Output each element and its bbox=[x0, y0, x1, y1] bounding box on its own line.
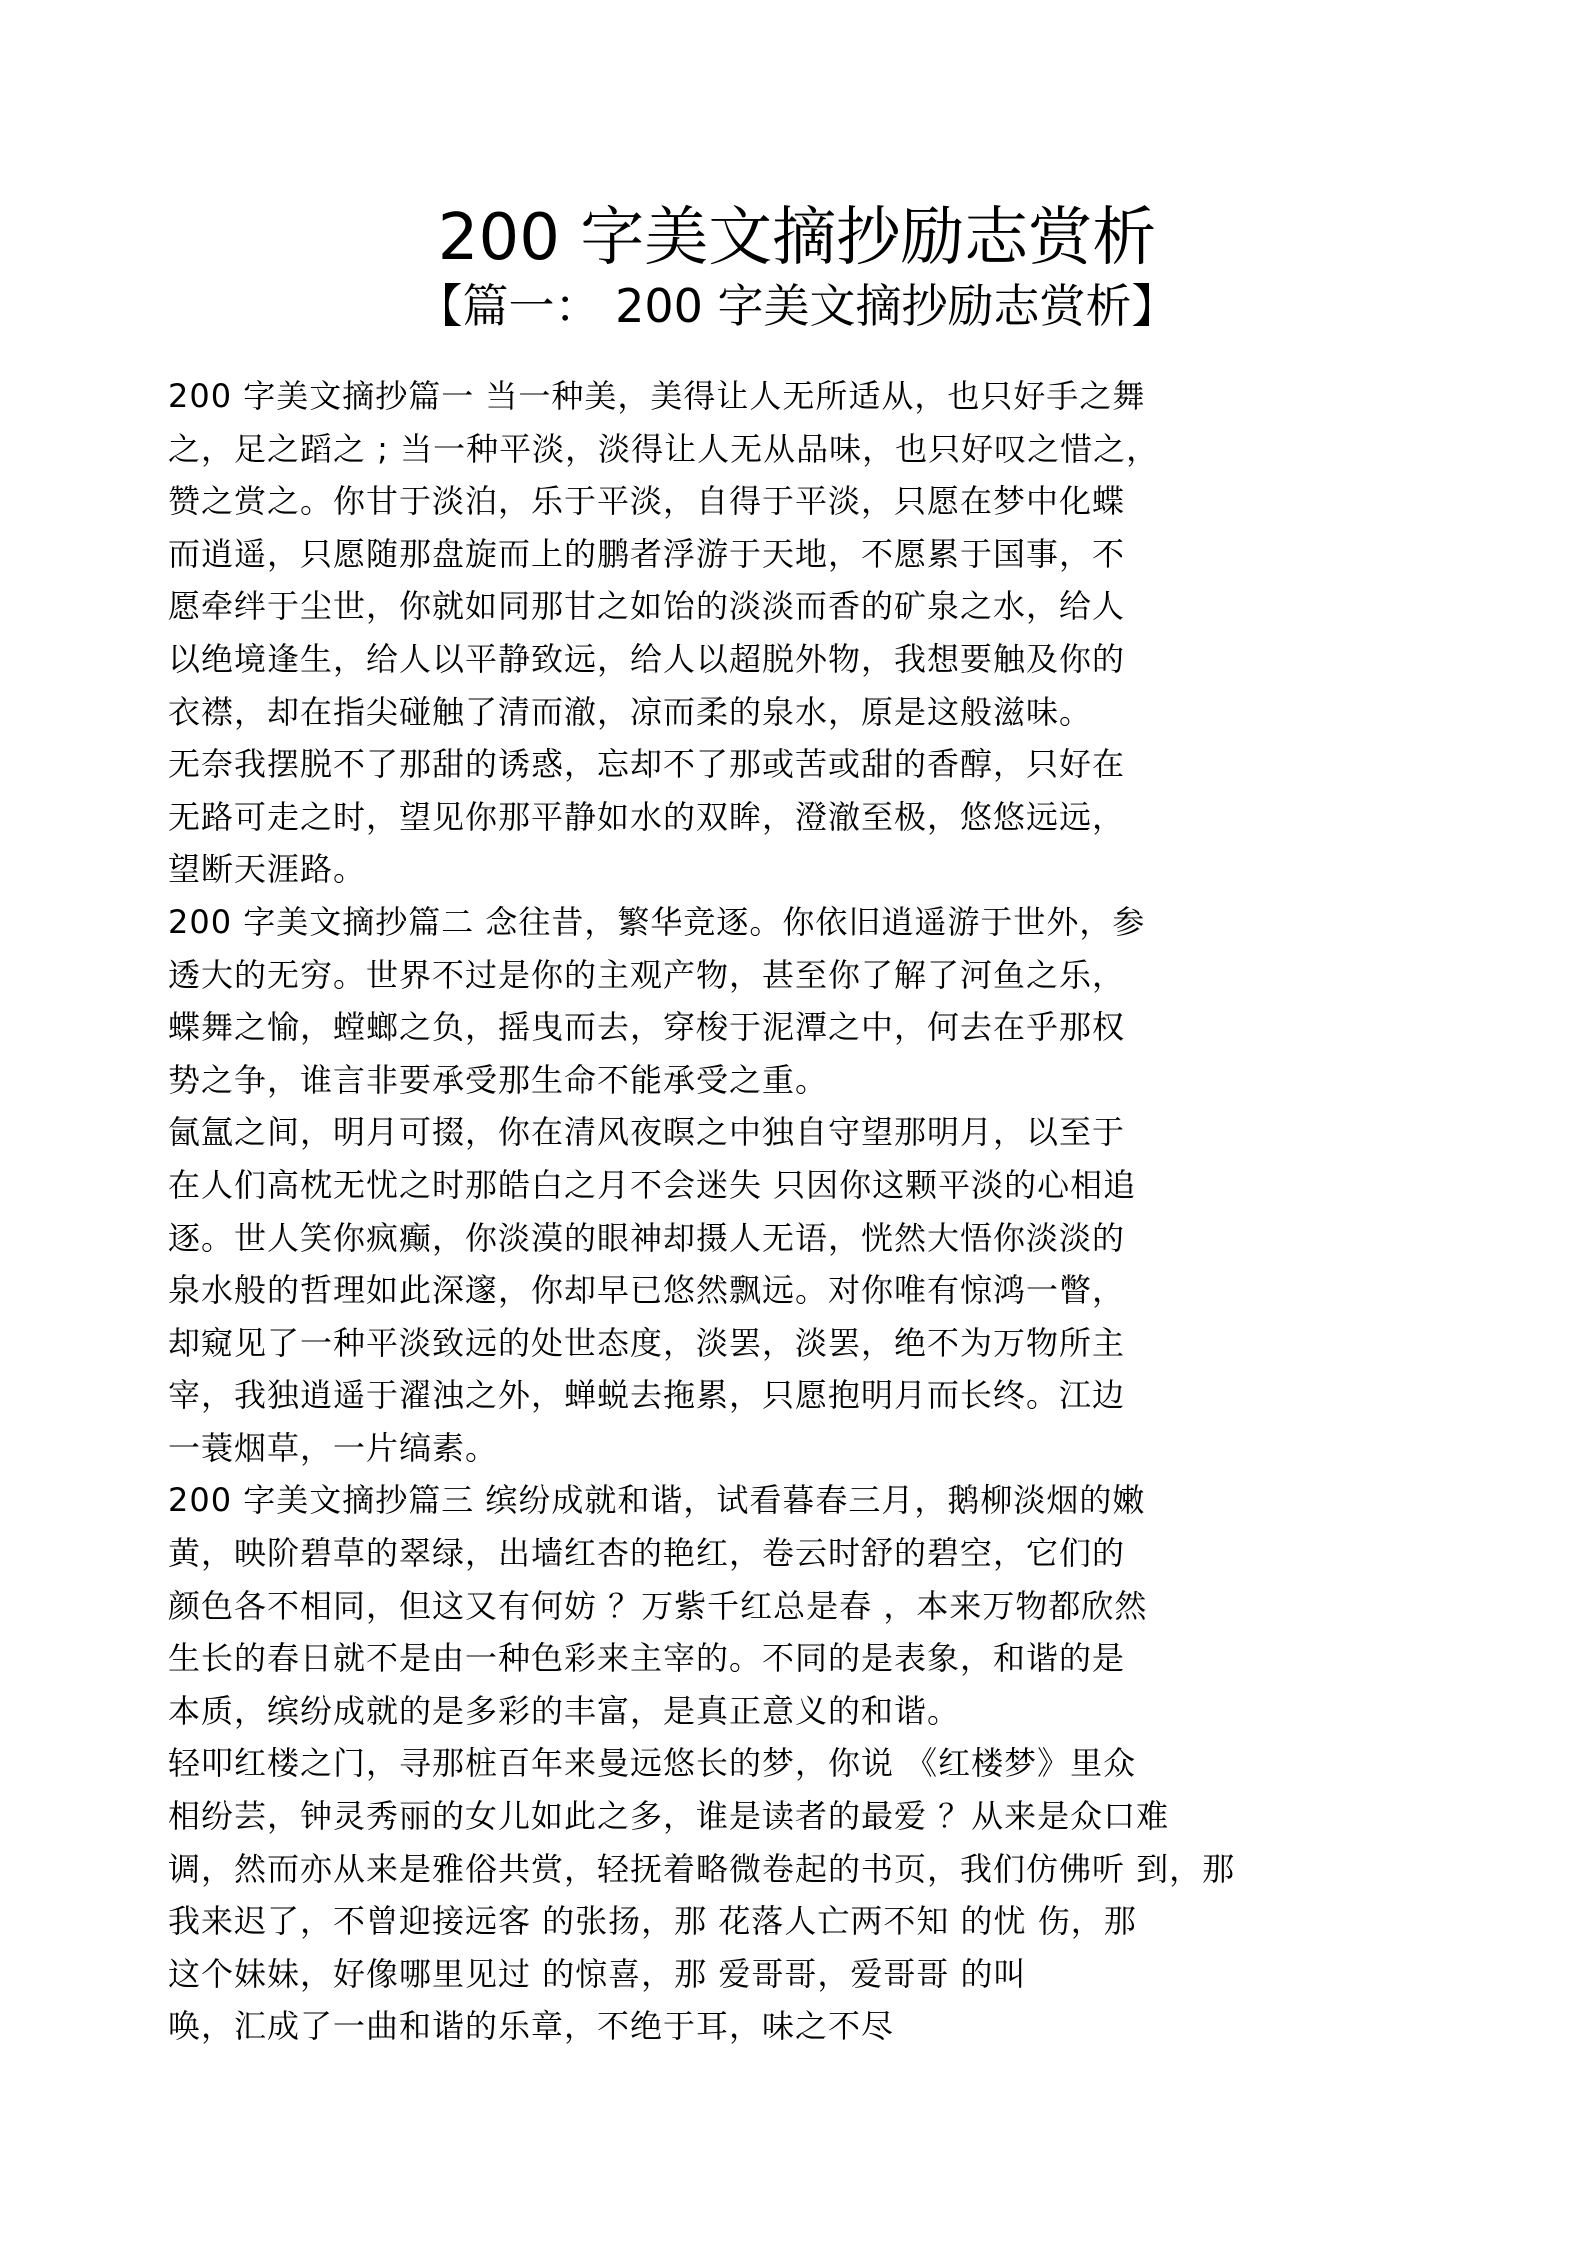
text-line: 200 字美文摘抄篇二 念往昔，繁华竞逐。你依旧逍遥游于世外，参 bbox=[168, 902, 1146, 941]
text-line: 氤氲之间，明月可掇，你在清风夜暝之中独自守望那明月，以至于 bbox=[168, 1113, 1126, 1152]
text-line: 一蓑烟草，一片缟素。 bbox=[168, 1428, 499, 1467]
text-line: 泉水般的哲理如此深邃，你却早已悠然飘远。对你唯有惊鸿一瞥， bbox=[168, 1271, 1126, 1310]
text-line: 衣襟，却在指尖碰触了清而澈，凉而柔的泉水，原是这般滋味。 bbox=[168, 692, 1093, 731]
text-line: 轻叩红楼之门，寻那桩百年来曼远悠长的梦，你说 《红楼梦》里众 bbox=[168, 1744, 1137, 1783]
text-line: 生长的春日就不是由一种色彩来主宰的。不同的是表象，和谐的是 bbox=[168, 1639, 1126, 1678]
text-line: 200 字美文摘抄篇一 当一种美，美得让人无所适从，也只好手之舞 bbox=[168, 377, 1146, 415]
text-line: 无路可走之时，望见你那平静如水的双眸，澄澈至极，悠悠远远， bbox=[168, 797, 1126, 836]
text-line: 愿牵绊于尘世，你就如同那甘之如饴的淡淡而香的矿泉之水，给人 bbox=[168, 587, 1126, 626]
text-line: 无奈我摆脱不了那甜的诱惑，忘却不了那或苦或甜的香醇，只好在 bbox=[168, 745, 1126, 784]
document-body bbox=[168, 370, 1428, 2053]
text-line: 宰，我独逍遥于濯浊之外，蝉蜕去拖累，只愿抱明月而长终。江边 bbox=[168, 1376, 1126, 1415]
text-line: 之，足之蹈之 ; 当一种平淡，淡得让人无从品味，也只好叹之惜之， bbox=[168, 429, 1160, 468]
text-line: 在人们高枕无忧之时那皓白之月不会迷失 只因你这颗平淡的心相追 bbox=[168, 1165, 1137, 1204]
text-line: 黄，映阶碧草的翠绿，出墙红杏的艳红，卷云时舒的碧空，它们的 bbox=[168, 1534, 1126, 1573]
text-line: 望断天涯路。 bbox=[168, 850, 367, 889]
text-line: 赞之赏之。你甘于淡泊，乐于平淡，自得于平淡，只愿在梦中化蝶 bbox=[168, 482, 1126, 521]
document-subtitle: 【篇一： 200 字美文摘抄励志赏析】 bbox=[416, 279, 1178, 333]
text-line: 蝶舞之愉，螳螂之负，摇曳而去，穿梭于泥潭之中，何去在乎那权 bbox=[168, 1008, 1126, 1047]
text-line: 势之争，谁言非要承受那生命不能承受之重。 bbox=[168, 1060, 829, 1099]
text-line: 透大的无穷。世界不过是你的主观产物，甚至你了解了河鱼之乐， bbox=[168, 955, 1126, 994]
text-line: 却窥见了一种平淡致远的处世态度，淡罢，淡罢，绝不为万物所主 bbox=[168, 1323, 1126, 1362]
text-line: 调，然而亦从来是雅俗共赏，轻抚着略微卷起的书页，我们仿佛听 到，那 bbox=[168, 1849, 1236, 1888]
text-line: 颜色各不相同，但这又有何妨 ？万紫千红总是春 ，本来万物都欣然 bbox=[168, 1586, 1148, 1625]
text-line: 这个妹妹，好像哪里见过 的惊喜，那 爱哥哥，爱哥哥 的叫 bbox=[168, 1954, 1027, 1993]
text-line: 我来迟了，不曾迎接远客 的张扬，那 花落人亡两不知 的忧 伤，那 bbox=[168, 1902, 1137, 1941]
text-line: 相纷芸，钟灵秀丽的女儿如此之多，谁是读者的最爱 ？从来是众口难 bbox=[168, 1797, 1170, 1836]
text-line: 逐。世人笑你疯癫，你淡漠的眼神却摄人无语，恍然大悟你淡淡的 bbox=[168, 1218, 1126, 1257]
text-line: 唤，汇成了一曲和谐的乐章，不绝于耳，味之不尽 bbox=[168, 2007, 895, 2046]
text-line: 以绝境逢生，给人以平静致远，给人以超脱外物，我想要触及你的 bbox=[168, 639, 1126, 678]
text-line: 而逍遥，只愿随那盘旋而上的鹏者浮游于天地，不愿累于国事，不 bbox=[168, 534, 1126, 573]
text-line: 本质，缤纷成就的是多彩的丰富，是真正意义的和谐。 bbox=[168, 1691, 961, 1730]
text-line: 200 字美文摘抄篇三 缤纷成就和谐，试看暮春三月，鹅柳淡烟的嫩 bbox=[168, 1481, 1146, 1520]
document-title: 200 字美文摘抄励志赏析 bbox=[437, 201, 1157, 275]
